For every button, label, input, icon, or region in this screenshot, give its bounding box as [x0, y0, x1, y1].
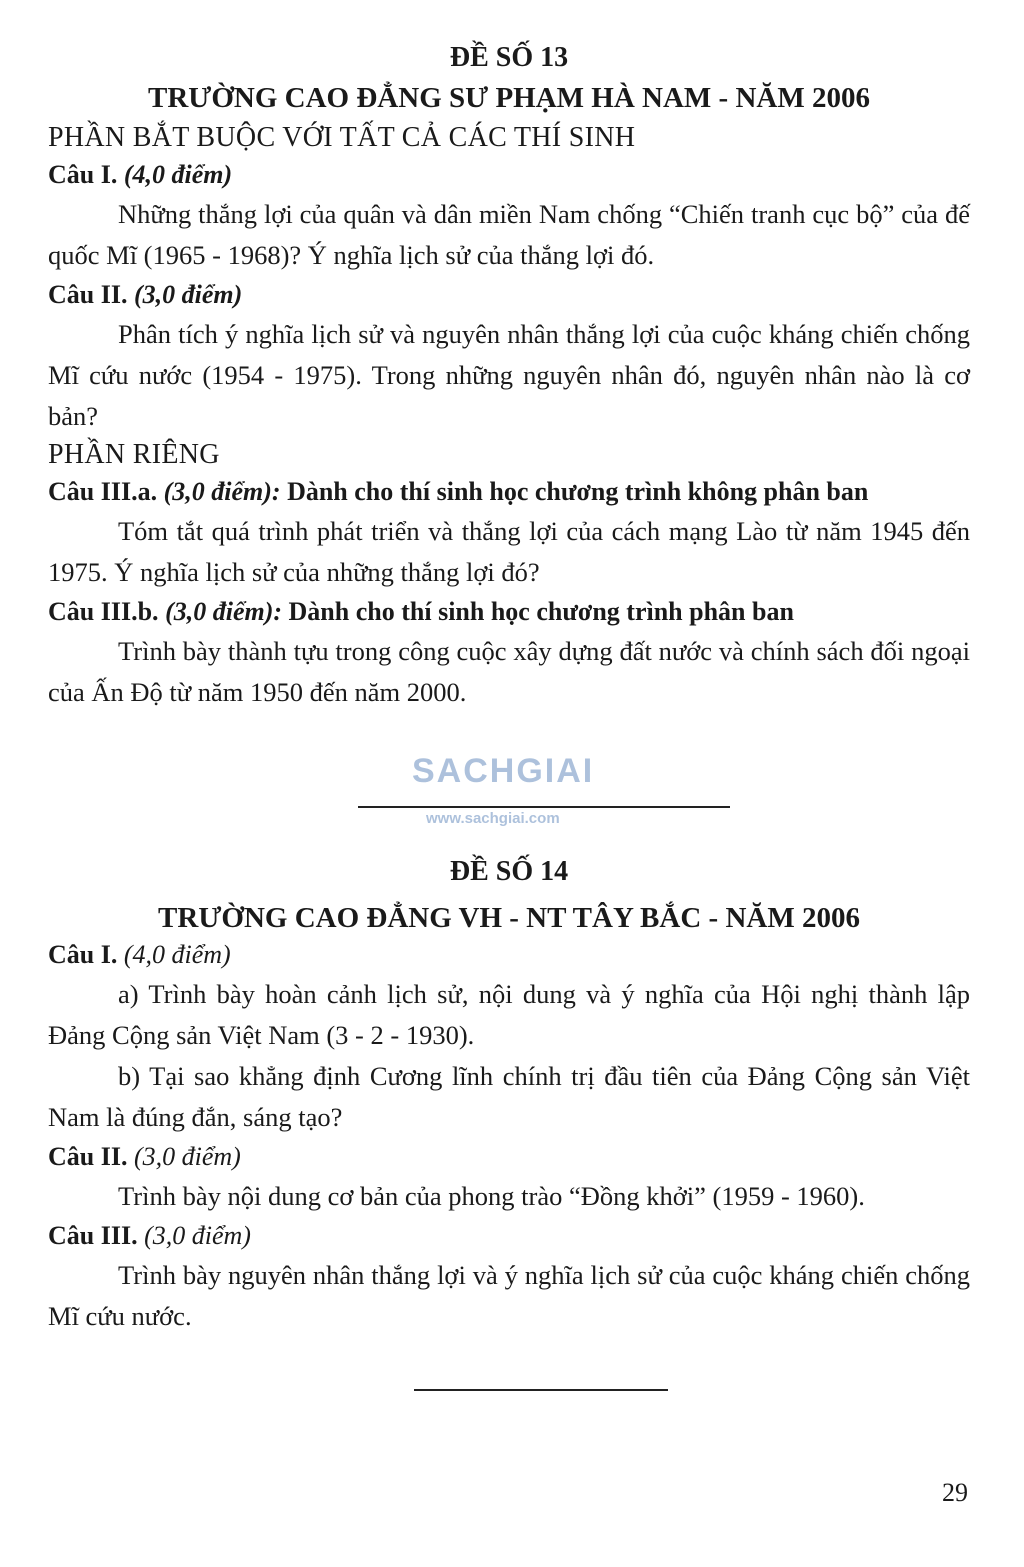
question-label: Câu III. [48, 1221, 138, 1250]
exam-13-question-3b-text: Trình bày thành tựu trong công cuộc xây dựng đất nước và chính sách đối ngoại của Ấn Độ từ năm 1950 đến năm 2000. [48, 636, 970, 707]
question-label: Câu I. [48, 940, 118, 969]
exam-13-question-1-text: Những thắng lợi của quân và dân miền Nam chống “Chiến tranh cục bộ” của đế quốc Mĩ (1965 - 1968)? Ý nghĩa lịch sử của thắng lợi đó. [48, 199, 970, 270]
exam-13-part-required: PHẦN BẮT BUỘC VỚI TẤT CẢ CÁC THÍ SINH [48, 122, 636, 153]
exam-13-title: ĐỀ SỐ 13 [449, 42, 569, 73]
exam-14-section [48, 854, 970, 1337]
question-label: Câu I. [48, 160, 118, 189]
exam-13-question-1-header [48, 156, 970, 194]
question-points: (3,0 điểm): [163, 477, 281, 506]
exam-13-question-2-text: Phân tích ý nghĩa lịch sử và nguyên nhân thắng lợi của cuộc kháng chiến chống Mĩ cứu nước (1954 - 1975). Trong những nguyên nhân đó, nguyên nhân nào là cơ bản? [48, 319, 970, 431]
exam-13-question-3a-header [48, 473, 970, 511]
exam-14-question-2-text: Trình bày nội dung cơ bản của phong trào “Đồng khởi” (1959 - 1960). [118, 1181, 865, 1211]
exam-13-question-3a-text: Tóm tắt quá trình phát triển và thắng lợi của cách mạng Lào từ năm 1945 đến 1975. Ý nghĩa lịch sử của những thắng lợi đó? [48, 516, 970, 587]
question-label: Câu III.a. [48, 477, 158, 506]
watermark-brand: SACHGIAI [412, 752, 595, 790]
question-points: (3,0 điểm) [133, 1142, 241, 1171]
question-points: (3,0 điểm) [144, 1221, 251, 1250]
watermark-logo [412, 752, 642, 832]
question-points: (3,0 điểm) [133, 280, 243, 309]
exam-13-section [48, 40, 970, 713]
question-points: (3,0 điểm): [165, 597, 283, 626]
exam-14-question-3-header [48, 1217, 970, 1255]
question-points: (4,0 điểm) [123, 160, 233, 189]
exam-13-school: TRƯỜNG CAO ĐẲNG SƯ PHẠM HÀ NAM - NĂM 2006 [148, 82, 870, 114]
exam-13-question-2-header [48, 276, 970, 314]
question-label: Câu III.b. [48, 597, 159, 626]
exam-14-school: TRƯỜNG CAO ĐẲNG VH - NT TÂY BẮC - NĂM 2006 [158, 902, 860, 934]
exam-14-question-2-header [48, 1138, 970, 1176]
question-points: (4,0 điểm) [123, 940, 231, 969]
section-divider [358, 806, 730, 808]
question-label: Câu II. [48, 280, 128, 309]
exam-13-question-3b-header [48, 593, 970, 631]
exam-14-question-1-header [48, 936, 970, 974]
question-target: Dành cho thí sinh học chương trình không phân ban [287, 477, 869, 506]
exam-14-question-3-text: Trình bày nguyên nhân thắng lợi và ý nghĩa lịch sử của cuộc kháng chiến chống Mĩ cứu nước. [48, 1260, 970, 1331]
exam-14-question-1b-text: b) Tại sao khẳng định Cương lĩnh chính trị đầu tiên của Đảng Cộng sản Việt Nam là đúng đắn, sáng tạo? [48, 1061, 970, 1132]
exam-14-title: ĐỀ SỐ 14 [449, 856, 569, 887]
document-page [48, 0, 970, 1567]
section-divider [414, 1389, 668, 1391]
question-label: Câu II. [48, 1142, 128, 1171]
exam-14-question-1a-text: a) Trình bày hoàn cảnh lịch sử, nội dung và ý nghĩa của Hội nghị thành lập Đảng Cộng sản Việt Nam (3 - 2 - 1930). [48, 979, 970, 1050]
watermark-url: www.sachgiai.com [426, 810, 560, 827]
page-number: 29 [942, 1478, 968, 1507]
exam-13-part-optional: PHẦN RIÊNG [48, 439, 220, 470]
question-target: Dành cho thí sinh học chương trình phân ban [288, 597, 794, 626]
